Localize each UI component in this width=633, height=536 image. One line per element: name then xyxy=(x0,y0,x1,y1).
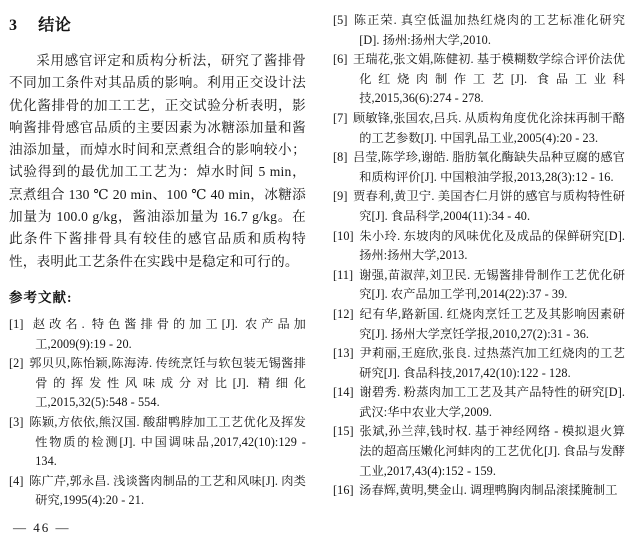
reference-text: 陈正荣. 真空低温加热红烧肉的工艺标准化研究[D]. 扬州:扬州大学,2010. xyxy=(352,13,625,47)
reference-text: 张斌,孙兰萍,钱时权. 基于神经网络 - 模拟退火算法的超高压嫩化河蚌肉的工艺优化[J]. 食品与发酵工业,2017,43(4):152 - 159. xyxy=(359,424,625,478)
page-number-footer: — 46 — xyxy=(13,519,71,535)
reference-text: 陈广芹,郭永昌. 浅谈酱肉制品的工艺和风味[J]. 肉类研究,1995(4):20 - 21. xyxy=(29,473,306,508)
reference-text: 谢碧秀. 粉蒸肉加工工艺及其产品特性的研究[D]. 武汉:华中农业大学,2009. xyxy=(359,385,625,419)
reference-text: 谢强,苗淑萍,刘卫民. 无锡酱排骨制作工艺优化研究[J]. 农产品加工学刊,2014(22):37 - 39. xyxy=(358,267,625,302)
reference-item xyxy=(333,344,625,383)
reference-number: [7] xyxy=(332,110,348,125)
references-heading: 参考文献: xyxy=(9,289,73,305)
reference-item xyxy=(333,481,625,501)
reference-text: 顾敏锋,张国农,吕兵. 从质构角度优化涂抹再制干酪的工艺参数[J]. 中国乳品工业,2005(4):20 - 23. xyxy=(352,110,625,145)
reference-text: 赵改名. 特色酱排骨的加工[J]. 农产品加工,2009(9):19 - 20. xyxy=(29,316,306,351)
reference-number: [4] xyxy=(9,473,24,488)
reference-item xyxy=(9,413,306,472)
conclusion-paragraph: 采用感官评定和质构分析法，研究了酱排骨不同加工条件对其品质的影响。利用正交设计法优化酱排骨的加工工艺，正交试验分析表明，影响酱排骨感官品质的主要因素为冰糖添加量和酱油添加量，而焯水时间和烹煮组合的影响较小；试验得到的最优加工工艺为：焯水时间 5 min，烹煮组合 130 ℃ 20 min、100 ℃ 40 min，冰糖添加量为 100.0 g/kg，酱油添加量为 16.7 g/kg。在此条件下酱排骨具有较佳的感官品质和质构特性，表明此工艺条件在实践中是稳定和可行的。 xyxy=(9,53,306,269)
reference-number: [14] xyxy=(332,385,354,400)
reference-item xyxy=(9,315,306,354)
reference-item xyxy=(333,187,625,226)
reference-text: 朱小玲. 东坡肉的风味优化及成品的保鲜研究[D]. 扬州:扬州大学,2013. xyxy=(359,228,625,263)
reference-text: 郭贝贝,陈怡颖,陈海涛. 传统烹饪与软包装无锡酱排骨的挥发性风味成分对比[J]. 精细化工,2015,32(5):548 - 554. xyxy=(29,356,306,410)
references-list-right xyxy=(333,11,625,501)
reference-number: [15] xyxy=(332,424,354,439)
reference-number: [10] xyxy=(332,228,354,243)
reference-item xyxy=(333,266,625,305)
reference-number: [9] xyxy=(332,189,348,204)
reference-text: 尹莉丽,王庭欣,张良. 过热蒸汽加工红烧肉的工艺研究[J]. 食品科技,2017,42(10):122 - 128. xyxy=(359,346,625,380)
section-number: 3 xyxy=(9,17,18,34)
reference-number: [5] xyxy=(332,13,348,27)
reference-item xyxy=(333,305,625,344)
reference-item xyxy=(333,11,625,50)
references-list-left xyxy=(9,315,306,511)
reference-text: 汤春辉,黄明,樊金山. 调理鸭胸肉制品滚揉腌制工 xyxy=(359,483,618,498)
reference-item xyxy=(333,50,625,109)
reference-text: 陈颖,方依依,熊汉国. 酸甜鸭脖加工工艺优化及挥发性物质的检测[J]. 中国调味品,2017,42(10):129 - 134. xyxy=(29,414,306,469)
reference-item xyxy=(9,354,306,413)
reference-number: [6] xyxy=(332,52,348,67)
section-heading xyxy=(9,12,306,35)
reference-item xyxy=(333,422,625,481)
reference-number: [12] xyxy=(332,306,354,321)
reference-number: [1] xyxy=(9,316,24,331)
left-column xyxy=(9,8,306,535)
reference-number: [2] xyxy=(9,356,24,371)
reference-number: [16] xyxy=(332,483,354,498)
reference-number: [11] xyxy=(332,267,354,282)
reference-item xyxy=(333,109,625,148)
reference-number: [13] xyxy=(332,346,354,361)
right-column xyxy=(333,8,625,527)
reference-item xyxy=(9,472,306,511)
reference-item xyxy=(333,383,625,422)
reference-number: [3] xyxy=(9,414,24,429)
reference-number: [8] xyxy=(332,150,348,165)
reference-text: 纪有华,路新国. 红烧肉烹饪工艺及其影响因素研究[J]. 扬州大学烹饪学报,2010,27(2):31 - 36. xyxy=(359,306,625,341)
reference-item xyxy=(333,227,625,266)
reference-text: 吕莹,陈学珍,谢皓. 脂肪氧化酶缺失品种豆腐的感官和质构评价[J]. 中国粮油学报,2013,28(3):12 - 16. xyxy=(352,150,625,184)
reference-text: 王瑞花,张文娟,陈健初. 基于模糊数学综合评价法优化红烧肉制作工艺[J]. 食品工业科技,2015,36(6):274 - 278. xyxy=(352,52,625,106)
reference-text: 贾春利,黄卫宁. 美国杏仁月饼的感官与质构特性研究[J]. 食品科学,2004(11):34 - 40. xyxy=(352,189,625,223)
reference-item xyxy=(333,148,625,187)
section-title: 结论 xyxy=(38,17,72,34)
